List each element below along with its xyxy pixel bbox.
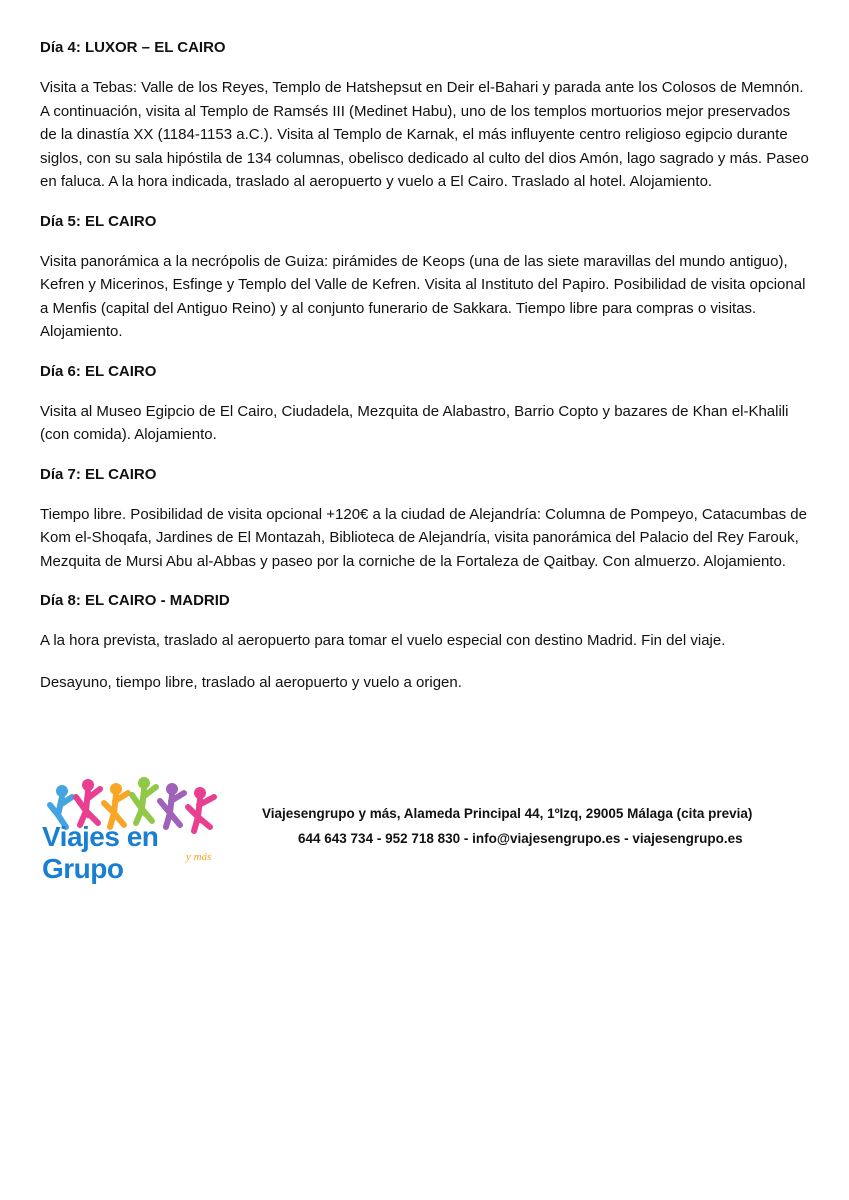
logo-text: Viajes en Grupo <box>42 821 159 884</box>
day-heading: Día 5: EL CAIRO <box>40 212 157 230</box>
contact-info <box>262 801 802 851</box>
day-description: Visita a Tebas: Valle de los Reyes, Templo de Hatshepsut en Deir el-Bahari y parada ante los Colosos de Memnón. A continuación, visita al Templo de Ramsés III (Medinet Habu), uno de los templos mortuorios mejor preservados de la dinastía XX (1184-1153 a.C.). Visita al Templo de Karnak, el más influyente centro religioso egipcio durante siglos, con su sala hipóstila de 134 columnas, obelisco dedicado al culto del dios Amón, lago sagrado y más. Paseo en faluca. A la hora indicada, traslado al aeropuerto y vuelo a El Cairo. Traslado al hotel. Alojamiento. <box>40 79 809 190</box>
day-description: Visita panorámica a la necrópolis de Guiza: pirámides de Keops (una de las siete maravillas del mundo antiguo), Kefren y Micerinos, Esfinge y Templo del Valle de Kefren. Visita al Instituto del Papiro. Posibilidad de visita opcional a Menfis (capital del Antiguo Reino) y al conjunto funerario de Sakkara. Tiempo libre para compras o visitas. Alojamiento. <box>40 252 806 340</box>
day-description: Tiempo libre. Posibilidad de visita opcional +120€ a la ciudad de Alejandría: Columna de Pompeyo, Catacumbas de Kom el-Shoqafa, Jardines de El Montazah, Biblioteca de Alejandría, visita panorámica del Palacio del Rey Farouk, Mezquita de Mursi Abu al-Abbas y paseo por la corniche de la Fortaleza de Qaitbay. Con almuerzo. Alojamiento. <box>40 505 807 570</box>
day-heading: Día 8: EL CAIRO - MADRID <box>40 592 230 609</box>
day-section <box>40 212 810 344</box>
company-logo <box>40 775 230 884</box>
day-heading: Día 7: EL CAIRO <box>40 465 157 483</box>
itinerary-content <box>40 38 810 712</box>
day-section <box>40 38 810 194</box>
day-description: Desayuno, tiempo libre, traslado al aeropuerto y vuelo a origen. <box>40 673 462 691</box>
agency-contact: 644 643 734 - 952 718 830 - info@viajesengrupo.es - viajesengrupo.es <box>298 831 743 846</box>
day-section <box>40 591 810 694</box>
agency-footer <box>40 775 820 884</box>
day-heading: Día 4: LUXOR – EL CAIRO <box>40 39 226 56</box>
day-description: A la hora prevista, traslado al aeropuerto para tomar el vuelo especial con destino Madrid. Fin del viaje. <box>40 632 726 649</box>
logo-tagline: y más <box>186 851 212 863</box>
day-description: Visita al Museo Egipcio de El Cairo, Ciudadela, Mezquita de Alabastro, Barrio Copto y bazares de Khan el-Khalili (con comida). Alojamiento. <box>40 402 789 443</box>
day-heading: Día 6: EL CAIRO <box>40 362 157 380</box>
agency-address: Viajesengrupo y más, Alameda Principal 44, 1ºIzq, 29005 Málaga (cita previa) <box>262 806 753 821</box>
day-section <box>40 465 810 574</box>
day-section <box>40 362 810 447</box>
